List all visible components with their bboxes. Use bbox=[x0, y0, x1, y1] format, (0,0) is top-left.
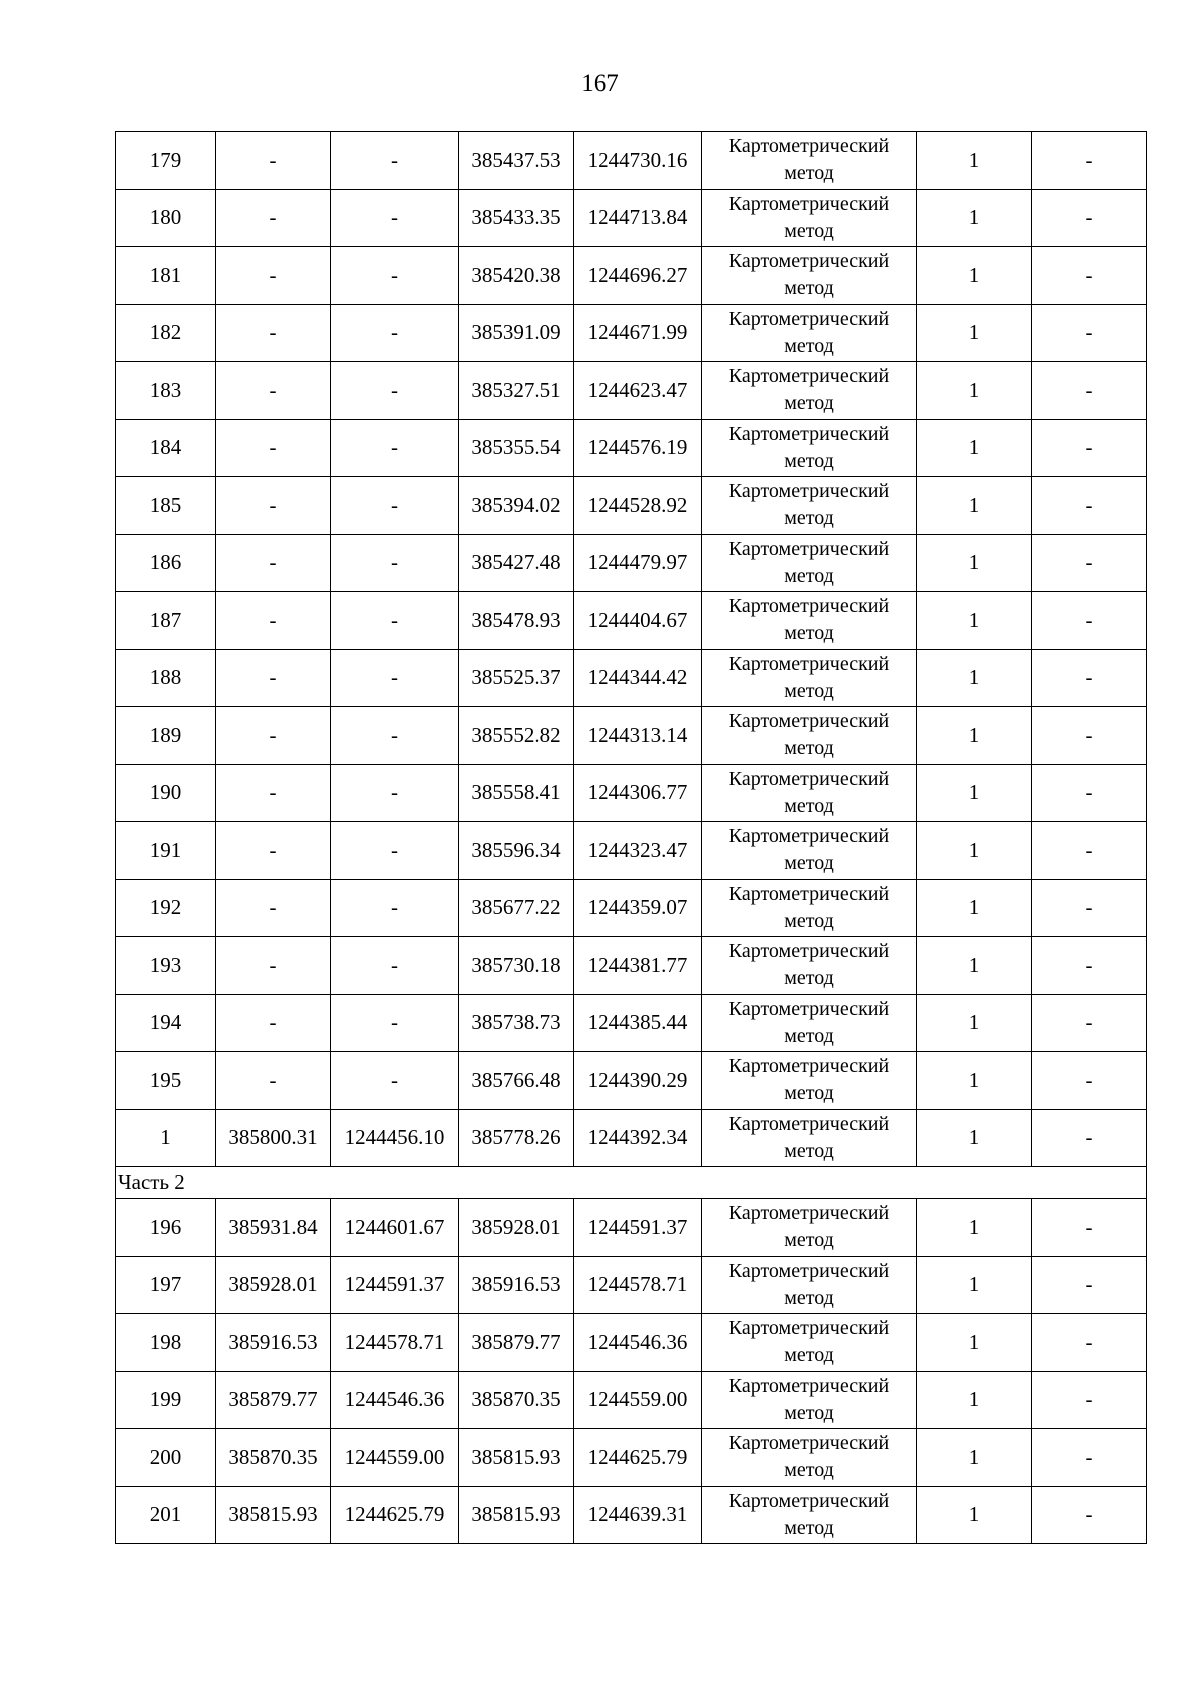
y-existing-cell: 1244591.37 bbox=[331, 1256, 459, 1314]
y-existing-cell: - bbox=[331, 937, 459, 995]
y-existing-cell: - bbox=[331, 649, 459, 707]
y-new-cell: 1244306.77 bbox=[574, 764, 702, 822]
method-cell: Картометрический метод bbox=[702, 247, 917, 305]
method-cell: Картометрический метод bbox=[702, 534, 917, 592]
table-row bbox=[116, 649, 1147, 707]
accuracy-cell: 1 bbox=[917, 1256, 1032, 1314]
x-existing-cell: 385916.53 bbox=[216, 1314, 331, 1372]
x-new-cell: 385558.41 bbox=[459, 764, 574, 822]
table-row bbox=[116, 189, 1147, 247]
table-row bbox=[116, 419, 1147, 477]
point-number-cell: 200 bbox=[116, 1429, 216, 1487]
method-cell: Картометрический метод bbox=[702, 1314, 917, 1372]
y-existing-cell: 1244559.00 bbox=[331, 1429, 459, 1487]
y-existing-cell: - bbox=[331, 1052, 459, 1110]
accuracy-cell: 1 bbox=[917, 822, 1032, 880]
y-new-cell: 1244404.67 bbox=[574, 592, 702, 650]
y-new-cell: 1244578.71 bbox=[574, 1256, 702, 1314]
note-cell: - bbox=[1032, 189, 1147, 247]
x-new-cell: 385394.02 bbox=[459, 477, 574, 535]
coordinates-table bbox=[115, 131, 1147, 1544]
note-cell: - bbox=[1032, 1314, 1147, 1372]
method-cell: Картометрический метод bbox=[702, 1256, 917, 1314]
y-new-cell: 1244623.47 bbox=[574, 362, 702, 420]
x-new-cell: 385766.48 bbox=[459, 1052, 574, 1110]
method-cell: Картометрический метод bbox=[702, 1371, 917, 1429]
method-cell: Картометрический метод bbox=[702, 879, 917, 937]
y-new-cell: 1244639.31 bbox=[574, 1486, 702, 1544]
y-new-cell: 1244392.34 bbox=[574, 1109, 702, 1167]
point-number-cell: 192 bbox=[116, 879, 216, 937]
point-number-cell: 190 bbox=[116, 764, 216, 822]
accuracy-cell: 1 bbox=[917, 189, 1032, 247]
x-new-cell: 385355.54 bbox=[459, 419, 574, 477]
y-existing-cell: - bbox=[331, 477, 459, 535]
note-cell: - bbox=[1032, 304, 1147, 362]
y-new-cell: 1244730.16 bbox=[574, 132, 702, 190]
x-existing-cell: 385815.93 bbox=[216, 1486, 331, 1544]
accuracy-cell: 1 bbox=[917, 1314, 1032, 1372]
note-cell: - bbox=[1032, 764, 1147, 822]
y-existing-cell: - bbox=[331, 247, 459, 305]
table-row bbox=[116, 1314, 1147, 1372]
point-number-cell: 194 bbox=[116, 994, 216, 1052]
x-new-cell: 385928.01 bbox=[459, 1199, 574, 1257]
method-cell: Картометрический метод bbox=[702, 1486, 917, 1544]
note-cell: - bbox=[1032, 132, 1147, 190]
table-row bbox=[116, 477, 1147, 535]
point-number-cell: 197 bbox=[116, 1256, 216, 1314]
y-existing-cell: - bbox=[331, 592, 459, 650]
method-cell: Картометрический метод bbox=[702, 592, 917, 650]
accuracy-cell: 1 bbox=[917, 592, 1032, 650]
accuracy-cell: 1 bbox=[917, 362, 1032, 420]
section-label: Часть 2 bbox=[116, 1167, 1147, 1199]
y-existing-cell: 1244625.79 bbox=[331, 1486, 459, 1544]
note-cell: - bbox=[1032, 1486, 1147, 1544]
y-new-cell: 1244713.84 bbox=[574, 189, 702, 247]
method-cell: Картометрический метод bbox=[702, 304, 917, 362]
method-cell: Картометрический метод bbox=[702, 822, 917, 880]
table-row bbox=[116, 1486, 1147, 1544]
y-existing-cell: - bbox=[331, 419, 459, 477]
table-body-part-2 bbox=[116, 1199, 1147, 1544]
point-number-cell: 198 bbox=[116, 1314, 216, 1372]
accuracy-cell: 1 bbox=[917, 707, 1032, 765]
x-existing-cell: - bbox=[216, 1052, 331, 1110]
note-cell: - bbox=[1032, 1429, 1147, 1487]
note-cell: - bbox=[1032, 362, 1147, 420]
method-cell: Картометрический метод bbox=[702, 1429, 917, 1487]
note-cell: - bbox=[1032, 1052, 1147, 1110]
x-new-cell: 385738.73 bbox=[459, 994, 574, 1052]
table-row bbox=[116, 362, 1147, 420]
point-number-cell: 186 bbox=[116, 534, 216, 592]
method-cell: Картометрический метод bbox=[702, 419, 917, 477]
y-existing-cell: - bbox=[331, 994, 459, 1052]
y-new-cell: 1244323.47 bbox=[574, 822, 702, 880]
table-row bbox=[116, 822, 1147, 880]
x-new-cell: 385879.77 bbox=[459, 1314, 574, 1372]
table-row bbox=[116, 247, 1147, 305]
note-cell: - bbox=[1032, 534, 1147, 592]
point-number-cell: 179 bbox=[116, 132, 216, 190]
accuracy-cell: 1 bbox=[917, 1371, 1032, 1429]
y-new-cell: 1244390.29 bbox=[574, 1052, 702, 1110]
y-existing-cell: - bbox=[331, 707, 459, 765]
method-cell: Картометрический метод bbox=[702, 132, 917, 190]
accuracy-cell: 1 bbox=[917, 1429, 1032, 1487]
x-new-cell: 385433.35 bbox=[459, 189, 574, 247]
method-cell: Картометрический метод bbox=[702, 189, 917, 247]
accuracy-cell: 1 bbox=[917, 247, 1032, 305]
accuracy-cell: 1 bbox=[917, 1199, 1032, 1257]
x-new-cell: 385552.82 bbox=[459, 707, 574, 765]
x-new-cell: 385730.18 bbox=[459, 937, 574, 995]
note-cell: - bbox=[1032, 1109, 1147, 1167]
table-row bbox=[116, 937, 1147, 995]
note-cell: - bbox=[1032, 477, 1147, 535]
y-new-cell: 1244359.07 bbox=[574, 879, 702, 937]
x-new-cell: 385420.38 bbox=[459, 247, 574, 305]
x-existing-cell: - bbox=[216, 764, 331, 822]
table-row bbox=[116, 132, 1147, 190]
accuracy-cell: 1 bbox=[917, 477, 1032, 535]
accuracy-cell: 1 bbox=[917, 879, 1032, 937]
table-row bbox=[116, 592, 1147, 650]
x-new-cell: 385815.93 bbox=[459, 1429, 574, 1487]
point-number-cell: 193 bbox=[116, 937, 216, 995]
method-cell: Картометрический метод bbox=[702, 994, 917, 1052]
note-cell: - bbox=[1032, 994, 1147, 1052]
point-number-cell: 180 bbox=[116, 189, 216, 247]
table-row bbox=[116, 1429, 1147, 1487]
method-cell: Картометрический метод bbox=[702, 764, 917, 822]
x-existing-cell: - bbox=[216, 707, 331, 765]
x-existing-cell: - bbox=[216, 994, 331, 1052]
y-existing-cell: - bbox=[331, 822, 459, 880]
note-cell: - bbox=[1032, 707, 1147, 765]
accuracy-cell: 1 bbox=[917, 419, 1032, 477]
point-number-cell: 184 bbox=[116, 419, 216, 477]
x-existing-cell: - bbox=[216, 247, 331, 305]
point-number-cell: 185 bbox=[116, 477, 216, 535]
note-cell: - bbox=[1032, 937, 1147, 995]
x-new-cell: 385815.93 bbox=[459, 1486, 574, 1544]
note-cell: - bbox=[1032, 1199, 1147, 1257]
y-existing-cell: 1244456.10 bbox=[331, 1109, 459, 1167]
x-existing-cell: 385931.84 bbox=[216, 1199, 331, 1257]
point-number-cell: 195 bbox=[116, 1052, 216, 1110]
method-cell: Картометрический метод bbox=[702, 1052, 917, 1110]
accuracy-cell: 1 bbox=[917, 1052, 1032, 1110]
note-cell: - bbox=[1032, 879, 1147, 937]
y-new-cell: 1244559.00 bbox=[574, 1371, 702, 1429]
method-cell: Картометрический метод bbox=[702, 649, 917, 707]
x-existing-cell: - bbox=[216, 534, 331, 592]
x-new-cell: 385916.53 bbox=[459, 1256, 574, 1314]
page-number: 167 bbox=[581, 70, 619, 97]
table-row bbox=[116, 764, 1147, 822]
x-existing-cell: 385879.77 bbox=[216, 1371, 331, 1429]
point-number-cell: 187 bbox=[116, 592, 216, 650]
accuracy-cell: 1 bbox=[917, 649, 1032, 707]
x-new-cell: 385427.48 bbox=[459, 534, 574, 592]
y-existing-cell: 1244546.36 bbox=[331, 1371, 459, 1429]
note-cell: - bbox=[1032, 822, 1147, 880]
y-new-cell: 1244381.77 bbox=[574, 937, 702, 995]
accuracy-cell: 1 bbox=[917, 764, 1032, 822]
y-new-cell: 1244625.79 bbox=[574, 1429, 702, 1487]
y-new-cell: 1244313.14 bbox=[574, 707, 702, 765]
x-existing-cell: 385870.35 bbox=[216, 1429, 331, 1487]
point-number-cell: 191 bbox=[116, 822, 216, 880]
point-number-cell: 188 bbox=[116, 649, 216, 707]
table-body-part-1 bbox=[116, 132, 1147, 1167]
x-new-cell: 385596.34 bbox=[459, 822, 574, 880]
y-new-cell: 1244479.97 bbox=[574, 534, 702, 592]
y-existing-cell: - bbox=[331, 879, 459, 937]
y-new-cell: 1244576.19 bbox=[574, 419, 702, 477]
point-number-cell: 1 bbox=[116, 1109, 216, 1167]
accuracy-cell: 1 bbox=[917, 1109, 1032, 1167]
note-cell: - bbox=[1032, 649, 1147, 707]
accuracy-cell: 1 bbox=[917, 304, 1032, 362]
note-cell: - bbox=[1032, 419, 1147, 477]
x-new-cell: 385525.37 bbox=[459, 649, 574, 707]
point-number-cell: 182 bbox=[116, 304, 216, 362]
x-existing-cell: - bbox=[216, 419, 331, 477]
x-existing-cell: - bbox=[216, 937, 331, 995]
method-cell: Картометрический метод bbox=[702, 707, 917, 765]
y-new-cell: 1244671.99 bbox=[574, 304, 702, 362]
accuracy-cell: 1 bbox=[917, 994, 1032, 1052]
y-existing-cell: - bbox=[331, 189, 459, 247]
x-new-cell: 385478.93 bbox=[459, 592, 574, 650]
table-row bbox=[116, 1256, 1147, 1314]
y-new-cell: 1244344.42 bbox=[574, 649, 702, 707]
accuracy-cell: 1 bbox=[917, 1486, 1032, 1544]
point-number-cell: 181 bbox=[116, 247, 216, 305]
table-row bbox=[116, 1109, 1147, 1167]
x-new-cell: 385391.09 bbox=[459, 304, 574, 362]
y-existing-cell: - bbox=[331, 764, 459, 822]
table-row bbox=[116, 879, 1147, 937]
y-existing-cell: - bbox=[331, 534, 459, 592]
y-existing-cell: 1244601.67 bbox=[331, 1199, 459, 1257]
method-cell: Картометрический метод bbox=[702, 1199, 917, 1257]
x-existing-cell: 385800.31 bbox=[216, 1109, 331, 1167]
point-number-cell: 196 bbox=[116, 1199, 216, 1257]
table-section-part-2 bbox=[116, 1167, 1147, 1199]
point-number-cell: 189 bbox=[116, 707, 216, 765]
x-existing-cell: 385928.01 bbox=[216, 1256, 331, 1314]
note-cell: - bbox=[1032, 1371, 1147, 1429]
accuracy-cell: 1 bbox=[917, 534, 1032, 592]
x-new-cell: 385677.22 bbox=[459, 879, 574, 937]
y-new-cell: 1244591.37 bbox=[574, 1199, 702, 1257]
table-row bbox=[116, 1371, 1147, 1429]
y-existing-cell: 1244578.71 bbox=[331, 1314, 459, 1372]
x-new-cell: 385327.51 bbox=[459, 362, 574, 420]
x-existing-cell: - bbox=[216, 304, 331, 362]
x-existing-cell: - bbox=[216, 477, 331, 535]
x-existing-cell: - bbox=[216, 592, 331, 650]
section-row bbox=[116, 1167, 1147, 1199]
note-cell: - bbox=[1032, 1256, 1147, 1314]
note-cell: - bbox=[1032, 247, 1147, 305]
y-existing-cell: - bbox=[331, 362, 459, 420]
point-number-cell: 201 bbox=[116, 1486, 216, 1544]
point-number-cell: 183 bbox=[116, 362, 216, 420]
x-existing-cell: - bbox=[216, 879, 331, 937]
x-existing-cell: - bbox=[216, 649, 331, 707]
x-existing-cell: - bbox=[216, 362, 331, 420]
method-cell: Картометрический метод bbox=[702, 1109, 917, 1167]
x-new-cell: 385437.53 bbox=[459, 132, 574, 190]
method-cell: Картометрический метод bbox=[702, 362, 917, 420]
x-existing-cell: - bbox=[216, 132, 331, 190]
y-new-cell: 1244546.36 bbox=[574, 1314, 702, 1372]
y-new-cell: 1244385.44 bbox=[574, 994, 702, 1052]
y-new-cell: 1244528.92 bbox=[574, 477, 702, 535]
point-number-cell: 199 bbox=[116, 1371, 216, 1429]
accuracy-cell: 1 bbox=[917, 132, 1032, 190]
table-row bbox=[116, 304, 1147, 362]
note-cell: - bbox=[1032, 592, 1147, 650]
y-existing-cell: - bbox=[331, 304, 459, 362]
table-row bbox=[116, 534, 1147, 592]
y-new-cell: 1244696.27 bbox=[574, 247, 702, 305]
table-row bbox=[116, 1052, 1147, 1110]
table-row bbox=[116, 1199, 1147, 1257]
y-existing-cell: - bbox=[331, 132, 459, 190]
x-new-cell: 385870.35 bbox=[459, 1371, 574, 1429]
table-row bbox=[116, 994, 1147, 1052]
x-existing-cell: - bbox=[216, 189, 331, 247]
method-cell: Картометрический метод bbox=[702, 477, 917, 535]
accuracy-cell: 1 bbox=[917, 937, 1032, 995]
x-new-cell: 385778.26 bbox=[459, 1109, 574, 1167]
method-cell: Картометрический метод bbox=[702, 937, 917, 995]
table-row bbox=[116, 707, 1147, 765]
x-existing-cell: - bbox=[216, 822, 331, 880]
